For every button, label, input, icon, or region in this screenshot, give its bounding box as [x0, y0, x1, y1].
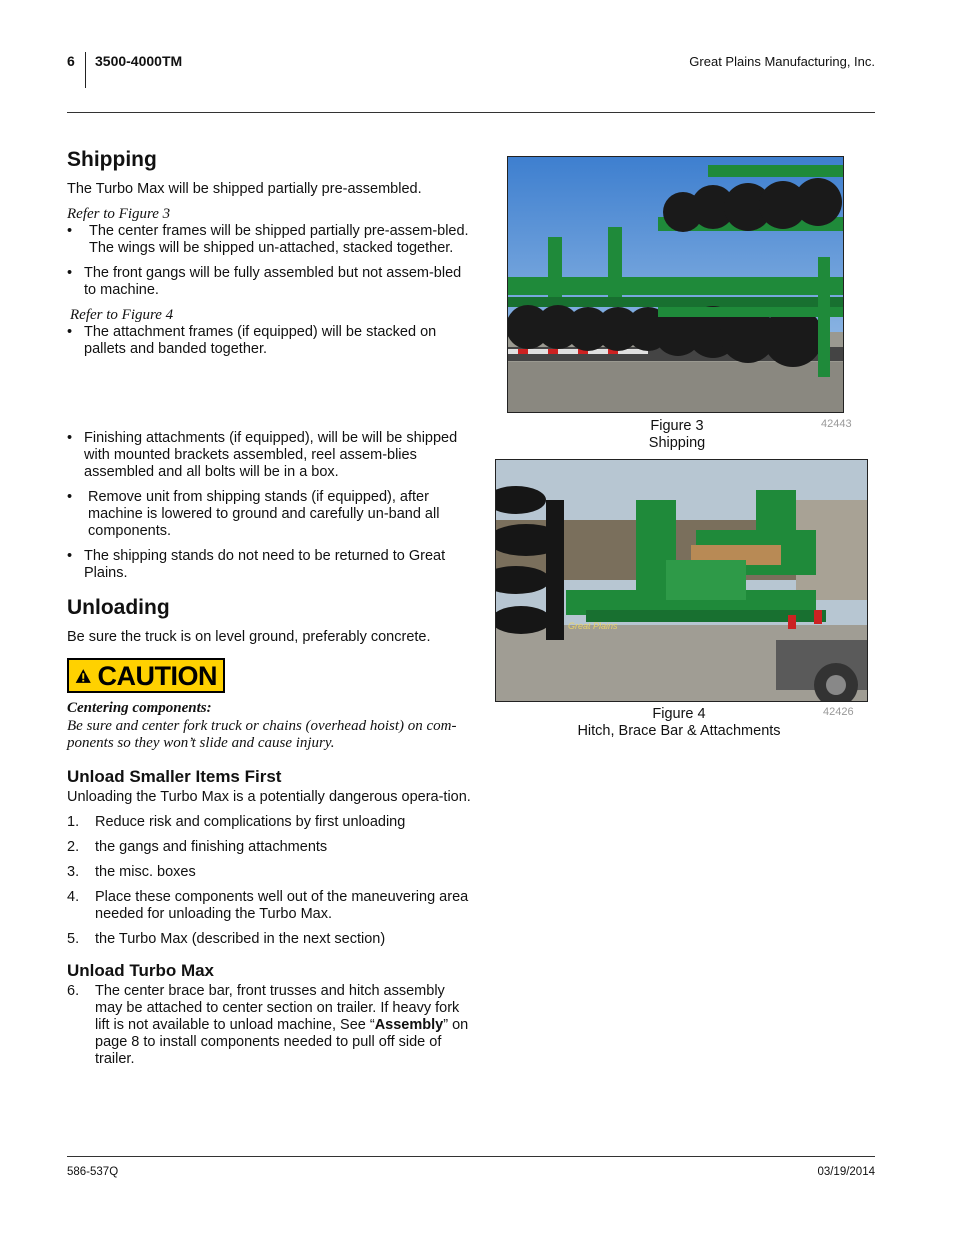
company-name: Great Plains Manufacturing, Inc. — [689, 54, 875, 69]
header-rule — [67, 112, 875, 113]
assembly-link[interactable]: Assembly — [374, 1016, 444, 1033]
footer-rule — [67, 1156, 875, 1157]
shipping-list-3 — [67, 430, 475, 582]
turbo-steps-list — [67, 983, 475, 1068]
unload-turbo-max-heading: Unload Turbo Max — [67, 960, 215, 980]
list-item: 2. the gangs and finishing attachments — [67, 838, 328, 855]
great-plains-logo-text: Great Plains — [568, 621, 618, 631]
figure-4-title: Hitch, Brace Bar & Attachments — [577, 723, 781, 739]
shipping-list-1 — [67, 223, 475, 299]
list-item: • Remove unit from shipping stands (if equipped), after machine is lowered to ground and carefully un-band all components. — [67, 489, 475, 540]
list-item: • The front gangs will be fully assembled but not assem-bled to machine. — [67, 265, 475, 299]
warning-triangle-icon — [75, 665, 92, 687]
footer-date: 03/19/2014 — [817, 1166, 875, 1178]
figure-3-title: Shipping — [648, 435, 706, 451]
figure-3-label: Figure 3 — [650, 418, 704, 434]
page-number: 6 — [67, 53, 75, 69]
list-item: • Finishing attachments (if equipped), will be will be shipped with mounted brackets assembled, reel assem-blies assembled and all bolts will be in a box. — [67, 430, 475, 481]
doc-title: 3500-4000TM — [95, 53, 183, 69]
list-item: 6. The center brace bar, front trusses and hitch assembly may be attached to center section on trailer. If heavy fork lift is not available to unload machine, See “Assembly” on page 8 to install components needed to pull off side of trailer. — [67, 982, 469, 1067]
figure-3-photo — [507, 156, 844, 413]
list-item: 3. the misc. boxes — [67, 863, 196, 880]
shipping-heading: Shipping — [67, 148, 157, 171]
figure-3-number: 42443 — [821, 418, 852, 430]
figure-4-label: Figure 4 — [652, 706, 706, 722]
part-number: 586-537Q — [67, 1166, 119, 1178]
figure-4-photo — [495, 459, 868, 702]
figure-3-caption — [607, 418, 747, 452]
caution-word: CAUTION — [97, 660, 217, 691]
caution-label — [67, 658, 225, 693]
caution-text: Be sure and center fork truck or chains (overhead hoist) on com-ponents so they won’t slide and cause injury. — [67, 717, 457, 751]
refer-figure-4: Refer to Figure 4 — [70, 307, 174, 323]
header-divider — [85, 52, 86, 88]
smaller-items-intro: Unloading the Turbo Max is a potentially dangerous opera-tion. — [67, 788, 471, 805]
shipping-intro: The Turbo Max will be shipped partially pre-assembled. — [67, 181, 422, 197]
caution-title: Centering components: — [67, 700, 212, 716]
unloading-intro: Be sure the truck is on level ground, preferably concrete. — [67, 629, 431, 645]
list-item: • The shipping stands do not need to be returned to Great Plains. — [67, 548, 475, 582]
unload-steps-list — [67, 814, 475, 948]
refer-figure-3: Refer to Figure 3 — [67, 206, 171, 222]
smaller-items-heading: Unload Smaller Items First — [67, 766, 282, 786]
unloading-heading: Unloading — [67, 596, 170, 619]
list-item: 5. the Turbo Max (described in the next section) — [67, 930, 386, 947]
main-column — [67, 146, 475, 1068]
figure-4-caption — [560, 706, 798, 740]
list-item: 1. Reduce risk and complications by first unloading — [67, 813, 406, 830]
list-item: • The attachment frames (if equipped) will be stacked on pallets and banded together. — [67, 324, 475, 358]
figure-4-number: 42426 — [823, 706, 854, 718]
shipping-list-2 — [67, 324, 475, 358]
list-item: • The center frames will be shipped partially pre-assem-bled. The wings will be shipped un-attached, stacked together. — [67, 223, 475, 257]
list-item: 4. Place these components well out of the maneuvering area needed for unloading the Turbo Max. — [67, 888, 469, 922]
